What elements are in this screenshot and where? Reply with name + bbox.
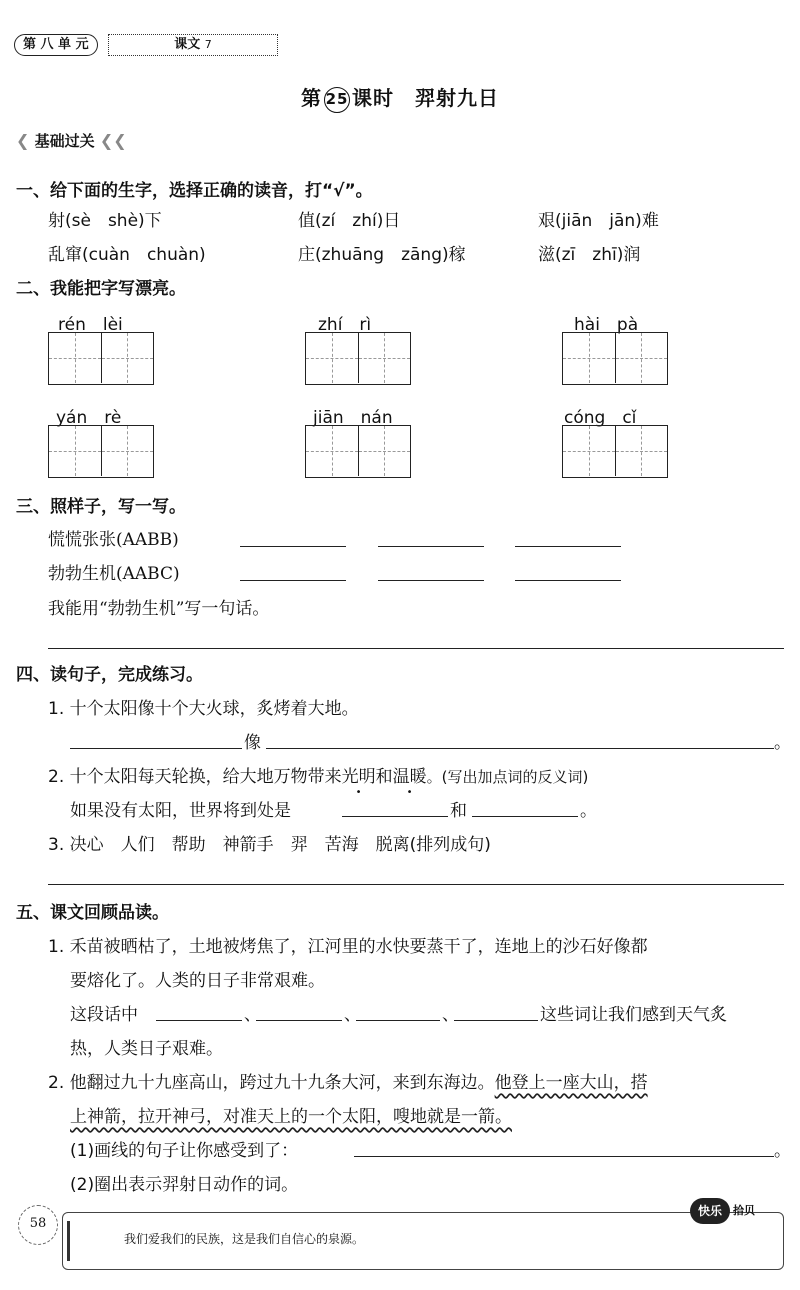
- answer-blank[interactable]: [356, 1020, 440, 1021]
- q5-prompt-tail: 热，人类日子艰难。: [70, 1039, 223, 1059]
- q5-separator: 、: [344, 1005, 361, 1025]
- q1-item: 庄(zhuāng zāng)稼: [298, 245, 466, 265]
- title-prefix: 第: [301, 86, 322, 110]
- writing-grid[interactable]: [48, 425, 154, 478]
- q1-item: 射(sè shè)下: [48, 211, 162, 231]
- answer-blank[interactable]: [472, 816, 578, 817]
- answer-blank[interactable]: [454, 1020, 538, 1021]
- writing-grid[interactable]: [562, 332, 668, 385]
- q4-like: 像: [244, 733, 261, 753]
- answer-line[interactable]: [48, 648, 784, 649]
- answer-blank[interactable]: [240, 546, 346, 547]
- q1-heading: 一、给下面的生字，选择正确的读音，打“√”。: [16, 181, 373, 201]
- writing-grid[interactable]: [562, 425, 668, 478]
- q1-item: 艰(jiān jān)难: [538, 211, 659, 231]
- page-number: 58: [18, 1205, 58, 1245]
- q4-s2-text: 2. 十个太阳每天轮换，给大地万物带来: [48, 767, 342, 787]
- answer-blank[interactable]: [266, 748, 774, 749]
- footer-quote: 我们爱我们的民族，这是我们自信心的泉源。: [124, 1232, 365, 1246]
- chevron-left-icon: ❮: [16, 131, 30, 150]
- shell-badge-label: 拾贝: [733, 1204, 755, 1217]
- lesson-number: 7: [204, 38, 212, 51]
- wavy-underlined-text: 上神箭，拉开神弓，对准天上的一个太阳，嗖地就是一箭。: [70, 1107, 512, 1127]
- answer-blank[interactable]: [515, 546, 621, 547]
- q1-item: 滋(zī zhī)润: [538, 245, 641, 265]
- q1-item: 乱窜(cuàn chuàn): [48, 245, 206, 265]
- q4-s2-and: 和: [375, 767, 393, 787]
- q5-separator: 、: [244, 1005, 261, 1025]
- title-suffix: 课时 羿射九日: [352, 86, 499, 110]
- dotted-word: 温暖: [392, 767, 427, 787]
- pinyin-label: yán rè: [56, 408, 122, 428]
- q4-sentence-2b: 如果没有太阳，世界将到处是: [70, 801, 291, 821]
- answer-blank[interactable]: [354, 1156, 774, 1157]
- pinyin-label: zhí rì: [318, 315, 372, 335]
- q5-heading: 五、课文回顾品读。: [16, 903, 169, 923]
- q5-sub-1: (1)画线的句子让你感受到了：: [70, 1141, 299, 1161]
- writing-grid[interactable]: [305, 332, 411, 385]
- q4-period: 。: [580, 801, 597, 821]
- pinyin-label: jiān nán: [313, 408, 393, 428]
- answer-blank[interactable]: [515, 580, 621, 581]
- q4-and: 和: [450, 801, 467, 821]
- answer-blank[interactable]: [256, 1020, 342, 1021]
- q5-prompt-tail: 这些词让我们感到天气炙: [540, 1005, 727, 1025]
- q4-sentence-3: 3. 决心 人们 帮助 神箭手 羿 苦海 脱离(排列成句): [48, 835, 491, 855]
- q3-example: 勃勃生机(AABC): [48, 564, 180, 584]
- q5-period: 。: [774, 1141, 791, 1161]
- q5-passage-1: 要熔化了。人类的日子非常艰难。: [70, 971, 325, 991]
- q5-passage-2: [70, 1102, 512, 1127]
- answer-blank[interactable]: [342, 816, 448, 817]
- chevron-double-left-icon: ❮❮: [99, 131, 127, 150]
- lesson-number-circle: 25: [324, 87, 350, 113]
- unit-tag: 第 八 单 元: [14, 34, 98, 56]
- q5-passage-2: [48, 1068, 648, 1093]
- q4-heading: 四、读句子，完成练习。: [16, 665, 203, 685]
- q4-sentence-1: 1. 十个太阳像十个大火球，炙烤着大地。: [48, 699, 359, 719]
- q4-s2-tail: 。(写出加点词的反义词): [426, 768, 589, 786]
- happy-badge: 快乐: [690, 1198, 730, 1224]
- q5-sub-2: (2)圈出表示羿射日动作的词。: [70, 1175, 299, 1195]
- q3-prompt: 我能用“勃勃生机”写一句话。: [48, 599, 270, 619]
- answer-blank[interactable]: [378, 580, 484, 581]
- q4-period: 。: [774, 733, 791, 753]
- q1-item: 值(zí zhí)日: [298, 211, 401, 231]
- q3-heading: 三、照样子，写一写。: [16, 497, 186, 517]
- section-banner: [16, 130, 127, 151]
- lesson-label: 课文: [174, 37, 201, 52]
- writing-grid[interactable]: [48, 332, 154, 385]
- wavy-underlined-text: 他登上一座大山，搭: [494, 1073, 648, 1093]
- answer-blank[interactable]: [156, 1020, 242, 1021]
- q5-separator: 、: [442, 1005, 459, 1025]
- q5-prompt: 这段话中: [70, 1005, 138, 1025]
- q4-sentence-2: [48, 762, 588, 787]
- answer-blank[interactable]: [378, 546, 484, 547]
- dotted-word: 光明: [341, 767, 376, 787]
- pinyin-label: rén lèi: [58, 315, 123, 335]
- writing-grid[interactable]: [305, 425, 411, 478]
- answer-blank[interactable]: [240, 580, 346, 581]
- q5-p2-text: 2. 他翻过九十九座高山，跨过九十九条大河，来到东海边。: [48, 1073, 495, 1093]
- pinyin-label: cóng cǐ: [564, 408, 637, 428]
- answer-line[interactable]: [48, 884, 784, 885]
- q3-example: 慌慌张张(AABB): [48, 530, 179, 550]
- page-title: [0, 82, 800, 113]
- q2-heading: 二、我能把字写漂亮。: [16, 279, 186, 299]
- banner-label: 基础过关: [34, 132, 95, 150]
- pinyin-label: hài pà: [574, 315, 639, 335]
- lesson-tag: [108, 34, 278, 56]
- answer-blank[interactable]: [70, 748, 242, 749]
- q5-passage-1: 1. 禾苗被晒枯了，土地被烤焦了，江河里的水快要蒸干了，连地上的沙石好像都: [48, 937, 648, 957]
